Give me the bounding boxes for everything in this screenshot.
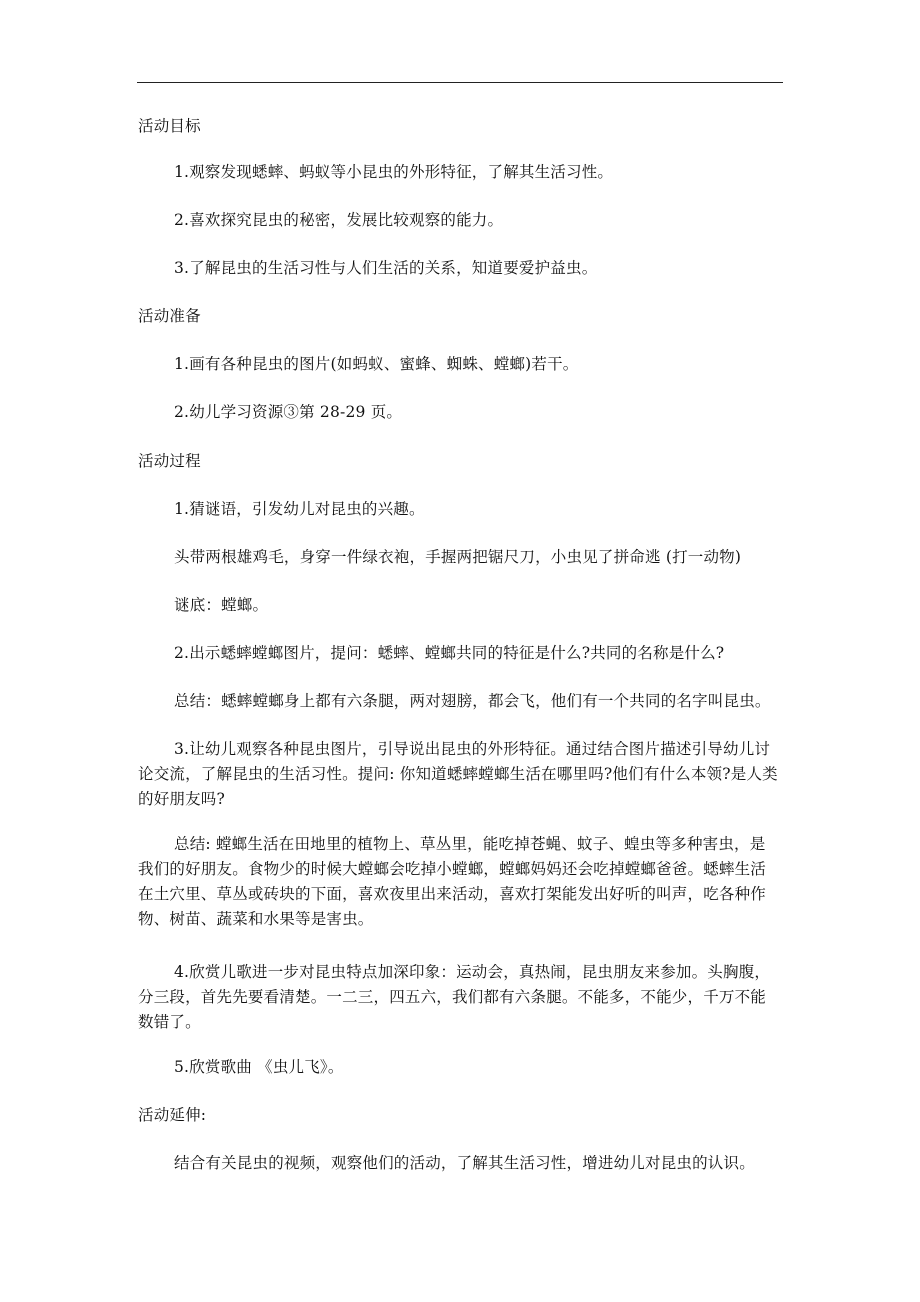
summary-2: 总结: 螳螂生活在田地里的植物上、草丛里，能吃掉苍蝇、蚊子、蝗虫等多种害虫，是我们的好朋友。食物少的时候大螳螂会吃掉小螳螂，螳螂妈妈还会吃掉螳螂爸爸。蟋蟀生活在土穴里、草丛或砖块的下面，喜欢夜里出来活动，喜欢打架能发出好听的叫声，吃各种作物、树苗、蔬菜和水果等是害虫。 [138, 835, 767, 928]
process-step-2: 2.出示蟋蟀螳螂图片，提问：蟋蟀、螳螂共同的特征是什么?共同的名称是什么? [174, 644, 725, 662]
goal-item-2: 2.喜欢探究昆虫的秘密，发展比较观察的能力。 [174, 211, 504, 229]
riddle-answer: 谜底：螳螂。 [174, 596, 269, 614]
extension-text: 结合有关昆虫的视频，观察他们的活动，了解其生活习性，增进幼儿对昆虫的认识。 [174, 1154, 755, 1172]
process-step-4: 4.欣赏儿歌进一步对昆虫特点加深印象：运动会，真热闹，昆虫朋友来参加。头胸腹，分三段，首先先要看清楚。一二三，四五六，我们都有六条腿。不能多，不能少，千万不能数错了。 [138, 963, 771, 1031]
goal-item-1: 1.观察发现蟋蟀、蚂蚁等小昆虫的外形特征，了解其生活习性。 [174, 163, 614, 181]
process-step-5: 5.欣赏歌曲 《虫儿飞》。 [174, 1058, 344, 1076]
header-rule [137, 82, 783, 83]
section-title-extension: 活动延伸: [138, 1106, 207, 1124]
prep-item-1: 1.画有各种昆虫的图片(如蚂蚁、蜜蜂、蜘蛛、螳螂)若干。 [174, 355, 579, 373]
section-title-goal: 活动目标 [138, 117, 201, 135]
section-title-prep: 活动准备 [138, 307, 201, 325]
riddle-text: 头带两根雄鸡毛，身穿一件绿衣袍，手握两把锯尺刀，小虫见了拼命逃 (打一动物) [174, 548, 742, 566]
summary-1: 总结：蟋蟀螳螂身上都有六条腿，两对翅膀，都会飞，他们有一个共同的名字叫昆虫。 [174, 692, 771, 710]
process-step-3: 3.让幼儿观察各种昆虫图片，引导说出昆虫的外形特征。通过结合图片描述引导幼儿讨论交流，了解昆虫的生活习性。提问: 你知道蟋蟀螳螂生活在哪里吗?他们有什么本领?是人类的好朋友吗? [138, 740, 778, 808]
process-step-1: 1.猜谜语，引发幼儿对昆虫的兴趣。 [174, 500, 425, 518]
prep-item-2: 2.幼儿学习资源③第 28-29 页。 [174, 403, 403, 421]
goal-item-3: 3.了解昆虫的生活习性与人们生活的关系，知道要爱护益虫。 [174, 259, 598, 277]
section-title-process: 活动过程 [138, 452, 201, 470]
